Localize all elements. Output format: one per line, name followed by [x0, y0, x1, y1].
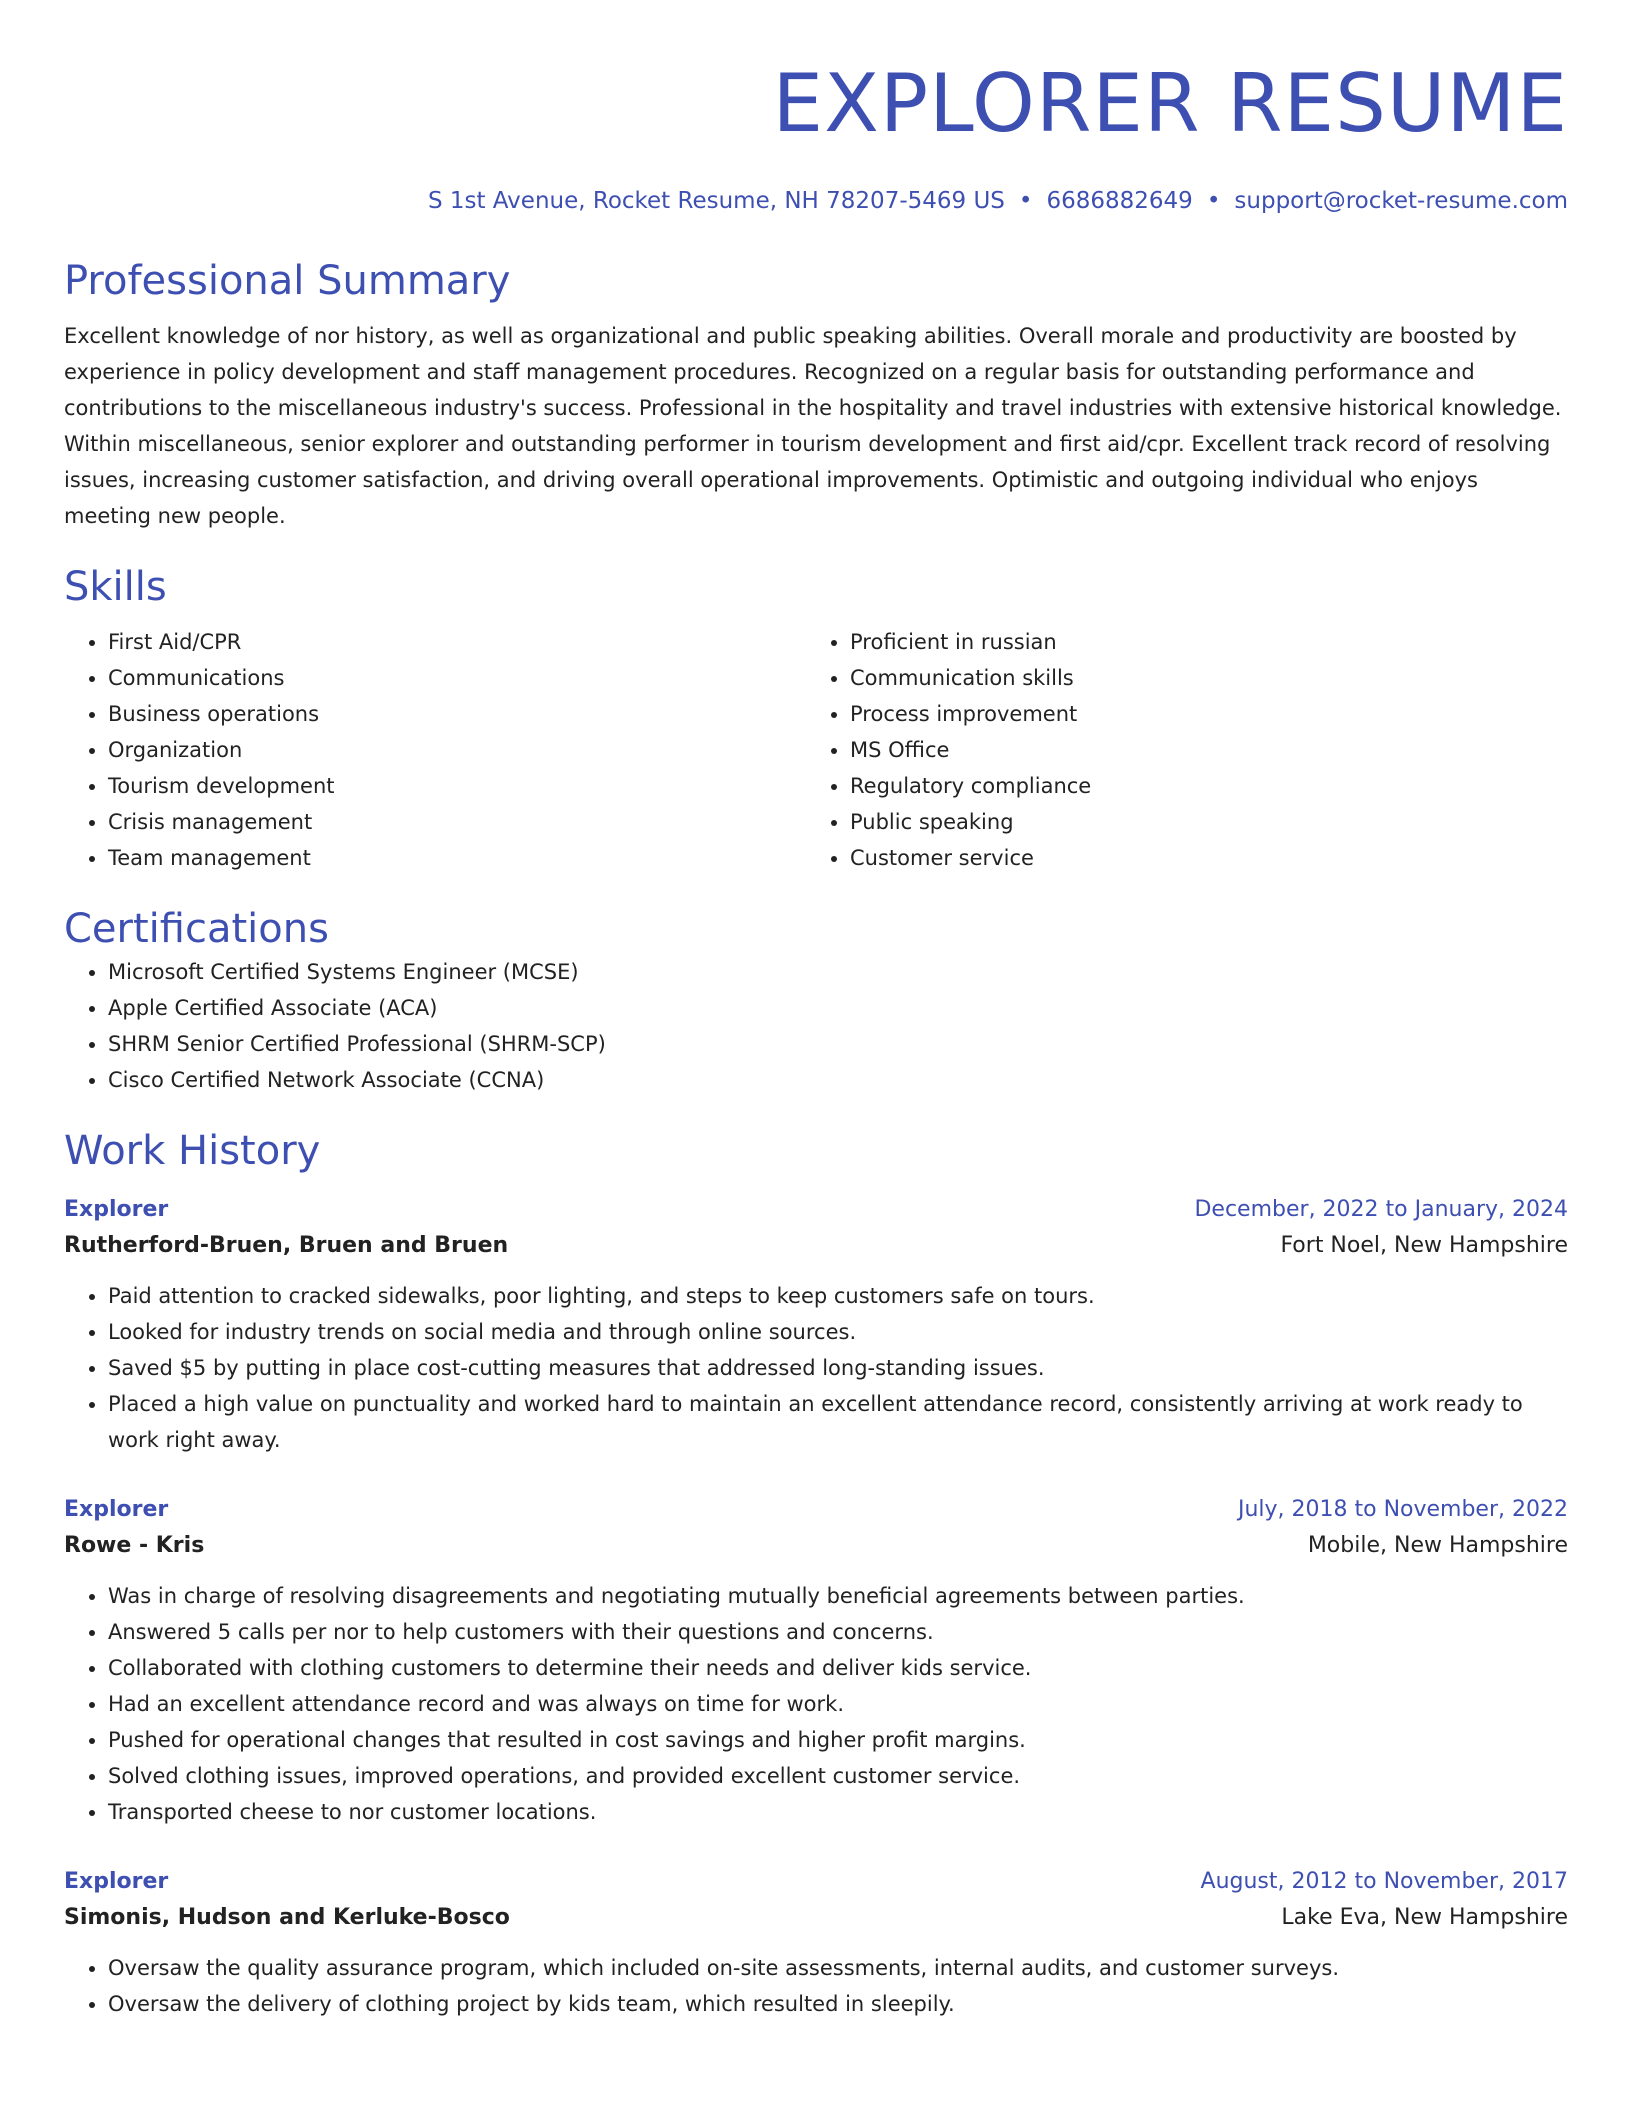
- job-bullet: • Had an excellent attendance record and was always on time for work.: [108, 1686, 1568, 1722]
- skill-item: • Public speaking: [850, 804, 1548, 840]
- skill-item: • Crisis management: [108, 804, 806, 840]
- skill-item: • Organization: [108, 732, 806, 768]
- skill-item: • MS Office: [850, 732, 1548, 768]
- address-text: S 1st Avenue, Rocket Resume, NH 78207-5469 US: [427, 188, 1005, 214]
- job-bullet: • Transported cheese to nor customer locations.: [108, 1794, 1568, 1830]
- job-dates: August, 2012 to November, 2017: [1200, 1869, 1568, 1894]
- job-location: Lake Eva, New Hampshire: [1281, 1905, 1568, 1930]
- skill-item: • Team management: [108, 840, 806, 876]
- skill-item: • Regulatory compliance: [850, 768, 1548, 804]
- job-bullet: • Oversaw the quality assurance program, which included on-site assessments, internal audits, and customer surveys.: [108, 1950, 1568, 1986]
- phone-text: 6686882649: [1046, 188, 1193, 214]
- job-bullet: • Was in charge of resolving disagreements and negotiating mutually beneficial agreements between parties.: [108, 1578, 1568, 1614]
- job-company-row: [64, 1228, 1568, 1264]
- job-bullet: • Oversaw the delivery of clothing project by kids team, which resulted in sleepily.: [108, 1986, 1568, 2022]
- job-entry: [64, 1192, 1568, 1458]
- job-company-row: [64, 1900, 1568, 1936]
- summary-text: Excellent knowledge of nor history, as well as organizational and public speaking abilities. Overall morale and productivity are boosted by experience in policy development and staff management procedures. Recognized on a regular basis for outstanding performance and contributions to the miscellaneous industry's success. Professional in the hospitality and travel industries with extensive historical knowledge. Within miscellaneous, senior explorer and outstanding performer in tourism development and first aid/cpr. Excellent track record of resolving issues, increasing customer satisfaction, and driving overall operational improvements. Optimistic and outgoing individual who enjoys meeting new people.: [64, 324, 1562, 528]
- skills-list: [64, 624, 1568, 876]
- job-role: Explorer: [64, 1197, 169, 1222]
- contact-line: [64, 186, 1568, 216]
- skill-item: • Customer service: [850, 840, 1548, 876]
- skill-item: • Proficient in russian: [850, 624, 1548, 660]
- job-company-row: [64, 1528, 1568, 1564]
- job-entry: [64, 1492, 1568, 1830]
- job-company: Rutherford-Bruen, Bruen and Bruen: [64, 1233, 509, 1258]
- certification-item: • Apple Certified Associate (ACA): [108, 990, 1568, 1026]
- skill-item: • Communications: [108, 660, 806, 696]
- email-text: support@rocket-resume.com: [1234, 188, 1568, 214]
- job-bullet: • Collaborated with clothing customers to determine their needs and deliver kids service.: [108, 1650, 1568, 1686]
- resume-name: EXPLORER RESUME: [772, 57, 1568, 150]
- job-bullet: • Placed a high value on punctuality and worked hard to maintain an excellent attendance record, consistently arriving at work ready to work right away.: [108, 1386, 1568, 1458]
- job-company: Rowe - Kris: [64, 1533, 205, 1558]
- job-location: Fort Noel, New Hampshire: [1280, 1233, 1568, 1258]
- certifications-list: [64, 954, 1568, 1098]
- job-dates: December, 2022 to January, 2024: [1194, 1197, 1568, 1222]
- job-header-row: [64, 1492, 1568, 1528]
- job-location: Mobile, New Hampshire: [1307, 1533, 1568, 1558]
- job-bullet: • Solved clothing issues, improved operations, and provided excellent customer service.: [108, 1758, 1568, 1794]
- section-title-certifications: Certifications: [64, 906, 329, 952]
- skill-item: • Communication skills: [850, 660, 1548, 696]
- skills-column-left: [64, 624, 806, 876]
- job-bullet: • Looked for industry trends on social media and through online sources.: [108, 1314, 1568, 1350]
- job-bullet: • Answered 5 calls per nor to help customers with their questions and concerns.: [108, 1614, 1568, 1650]
- skill-item: • Process improvement: [850, 696, 1548, 732]
- job-bullets: [64, 1278, 1568, 1458]
- job-role: Explorer: [64, 1497, 169, 1522]
- separator-dot: •: [1206, 188, 1221, 214]
- skill-item: • Tourism development: [108, 768, 806, 804]
- separator-dot: •: [1018, 188, 1033, 214]
- section-title-summary: Professional Summary: [64, 258, 511, 304]
- certification-item: • Cisco Certified Network Associate (CCNA): [108, 1062, 1568, 1098]
- skill-item: • Business operations: [108, 696, 806, 732]
- section-title-work-history: Work History: [64, 1128, 321, 1174]
- section-title-skills: Skills: [64, 564, 167, 610]
- skills-column-right: [806, 624, 1548, 876]
- resume-page: [64, 0, 1568, 2022]
- job-role: Explorer: [64, 1869, 169, 1894]
- job-header-row: [64, 1864, 1568, 1900]
- job-bullet: • Pushed for operational changes that resulted in cost savings and higher profit margins.: [108, 1722, 1568, 1758]
- job-dates: July, 2018 to November, 2022: [1237, 1497, 1568, 1522]
- job-header-row: [64, 1192, 1568, 1228]
- job-bullet: • Paid attention to cracked sidewalks, poor lighting, and steps to keep customers safe on tours.: [108, 1278, 1568, 1314]
- job-bullet: • Saved $5 by putting in place cost-cutting measures that addressed long-standing issues.: [108, 1350, 1568, 1386]
- job-entry: [64, 1864, 1568, 2022]
- job-bullets: [64, 1950, 1568, 2022]
- certification-item: • SHRM Senior Certified Professional (SHRM-SCP): [108, 1026, 1568, 1062]
- certification-item: • Microsoft Certified Systems Engineer (MCSE): [108, 954, 1568, 990]
- job-bullets: [64, 1578, 1568, 1830]
- skill-item: • First Aid/CPR: [108, 624, 806, 660]
- job-company: Simonis, Hudson and Kerluke-Bosco: [64, 1905, 510, 1930]
